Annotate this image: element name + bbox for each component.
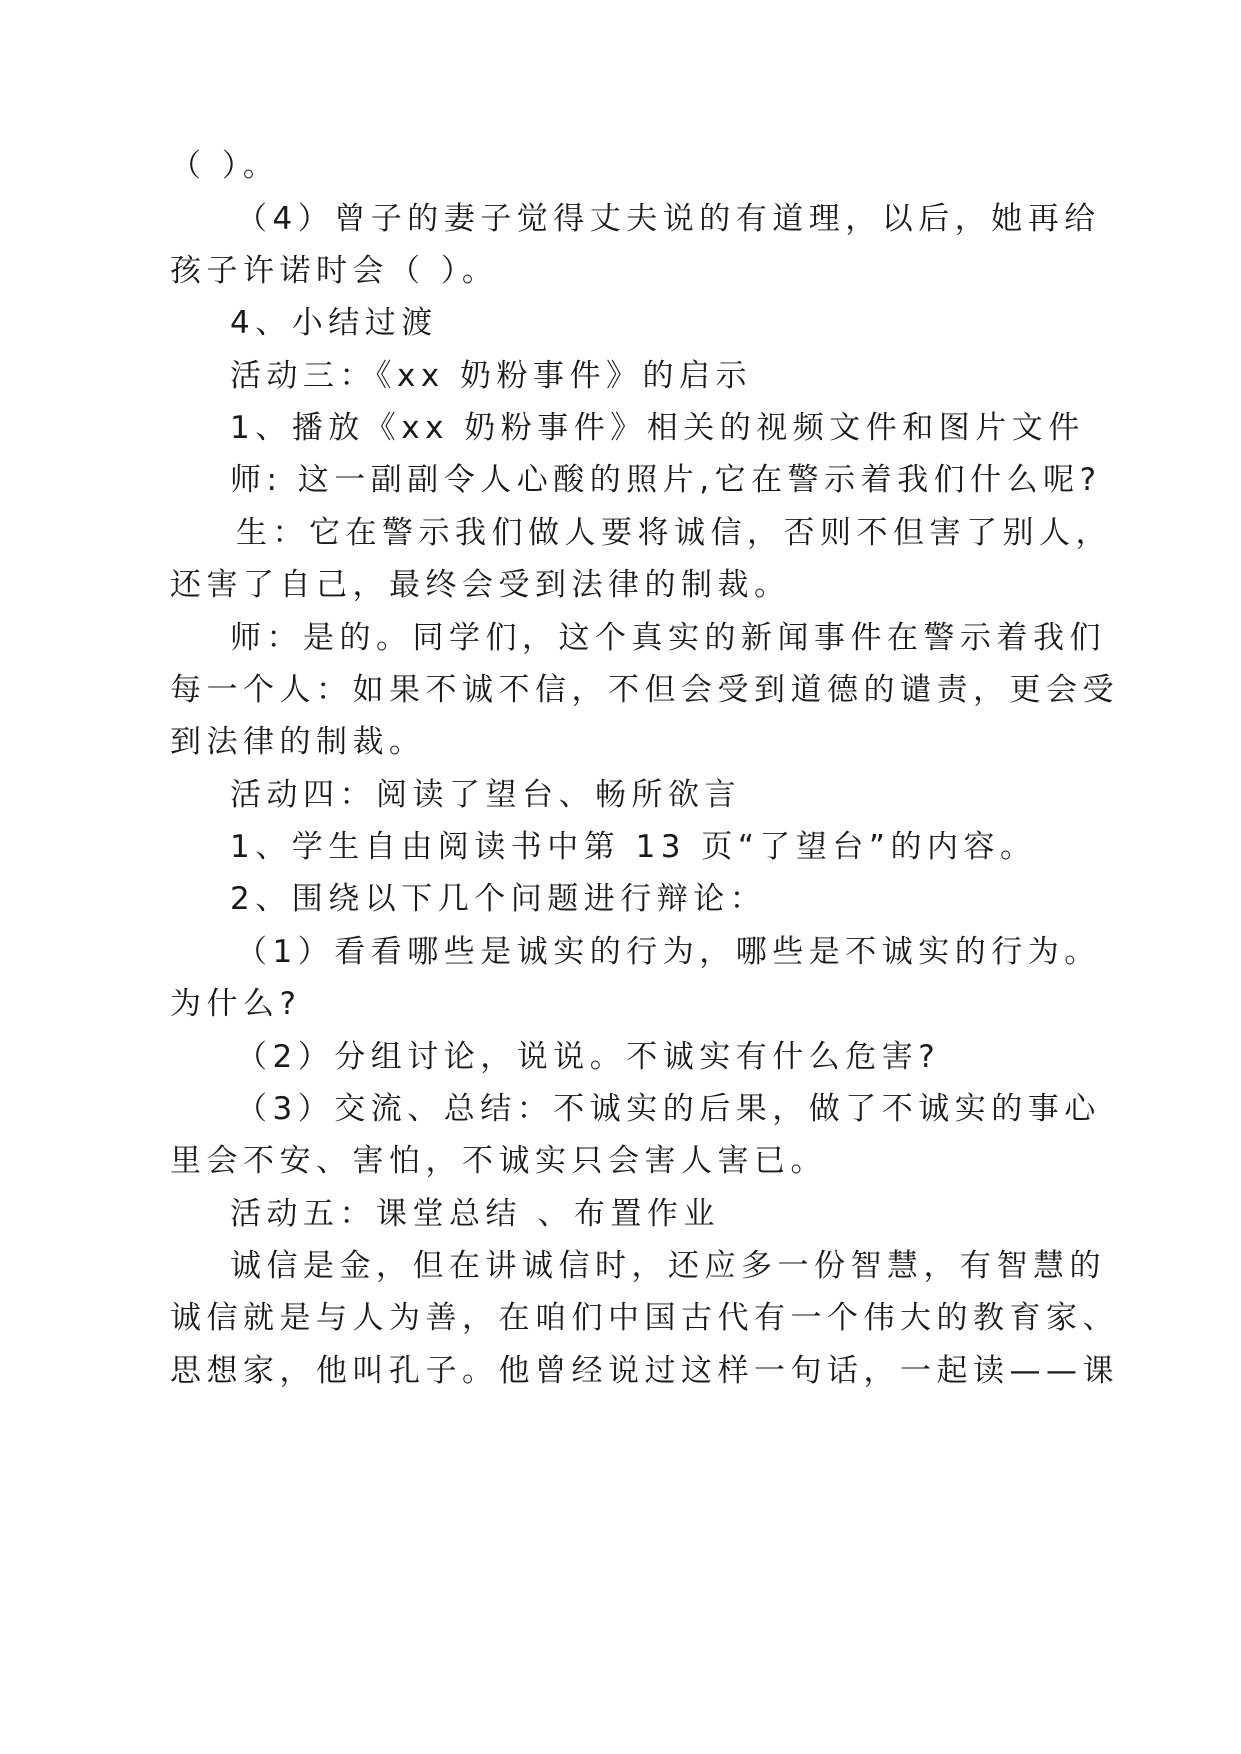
text-line: 活动五：课堂总结 、布置作业	[230, 1196, 720, 1232]
text-line: （4）曾子的妻子觉得丈夫说的有道理，以后，她再给	[236, 201, 1101, 237]
text-line: 生：它在警示我们做人要将诚信，否则不但害了别人，	[236, 515, 1112, 551]
text-line: 4、小结过渡	[230, 305, 438, 341]
text-line: 为什么?	[170, 986, 302, 1022]
text-line: （2）分组讨论，说说。不诚实有什么危害?	[236, 1039, 941, 1075]
text-line: 1、播放《xx 奶粉事件》相关的视频文件和图片文件	[230, 410, 1085, 446]
text-line: 诚信就是与人为善，在咱们中国古代有一个伟大的教育家、	[170, 1300, 1119, 1336]
text-line: 到法律的制裁。	[170, 724, 426, 760]
text-line: 每一个人：如果不诚不信，不但会受到道德的谴责，更会受	[170, 672, 1119, 708]
text-line: 活动三：《xx 奶粉事件》的启示	[230, 358, 753, 394]
text-line: 师: 这一副副令人心酸的照片,它在警示着我们什么呢?	[230, 462, 1102, 498]
text-line: 2、围绕以下几个问题进行辩论：	[230, 881, 767, 917]
text-line: 活动四：阅读了望台、畅所欲言	[230, 777, 741, 813]
text-line: 思想家，他叫孔子。他曾经说过这样一句话，一起读——课	[170, 1353, 1119, 1389]
text-line: 还害了自己，最终会受到法律的制裁。	[170, 567, 791, 603]
text-line: 师：是的。同学们，这个真实的新闻事件在警示着我们	[230, 620, 1106, 656]
text-line: 诚信是金，但在讲诚信时，还应多一份智慧，有智慧的	[230, 1248, 1106, 1284]
text-line: （ ）。	[170, 148, 280, 184]
text-line: 1、学生自由阅读书中第 13 页“了望台”的内容。	[230, 829, 1037, 865]
text-line: 孩子许诺时会（ ）。	[170, 253, 499, 289]
text-line: 里会不安、害怕，不诚实只会害人害已。	[170, 1143, 827, 1179]
text-line: （3）交流、总结：不诚实的后果，做了不诚实的事心	[236, 1091, 1101, 1127]
text-line: （1）看看哪些是诚实的行为，哪些是不诚实的行为。	[236, 934, 1101, 970]
